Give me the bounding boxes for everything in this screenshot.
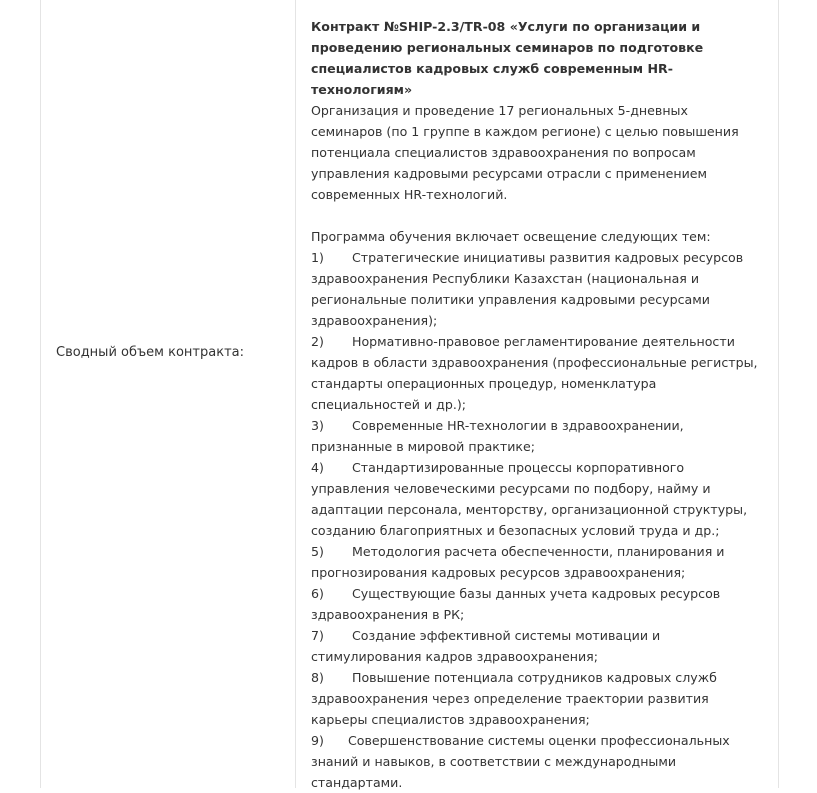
label-cell [41, 0, 296, 788]
topic-text: Современные HR-технологии в здравоохранении, признанные в мировой практике; [311, 418, 684, 454]
contract-summary: Организация и проведение 17 региональных 5-дневных семинаров (по 1 группе в каждом регионе) с целью повышения потенциала специалистов здравоохранения по вопросам управления кадровыми ресурсами отрасли с применением современных HR-технологий. [311, 103, 739, 202]
topic-number: 7) [311, 628, 324, 643]
topic-number: 4) [311, 460, 324, 475]
topic-number: 3) [311, 418, 324, 433]
topic-item [311, 247, 763, 331]
topic-item [311, 667, 763, 730]
topic-item [311, 331, 763, 415]
topic-number: 8) [311, 670, 324, 685]
topic-number: 2) [311, 334, 324, 349]
contract-volume-label: Сводный объем контракта: [56, 345, 244, 360]
topic-text: Совершенствование системы оценки профессиональных знаний и навыков, в соответствии с международными стандартами. [311, 733, 730, 790]
topic-number: 1) [311, 250, 324, 265]
topic-text: Нормативно-правовое регламентирование деятельности кадров в области здравоохранения (профессиональные регистры, стандарты операционных процедур, номенклатура специальностей и др.); [311, 334, 758, 412]
topic-text: Стандартизированные процессы корпоративного управления человеческими ресурсами по подбору, найму и адаптации персонала, менторству, организационной структуры, созданию благоприятных и безопасных условий труда и др.; [311, 460, 748, 538]
topics-intro: Программа обучения включает освещение следующих тем: [311, 229, 711, 244]
topic-item [311, 541, 763, 583]
contract-title: Контракт №SHIP-2.3/TR-08 «Услуги по организации и проведению региональных семинаров по подготовке специалистов кадровых служб современным HR-технологиям» [311, 19, 704, 97]
topic-text: Методология расчета обеспеченности, планирования и прогнозирования кадровых ресурсов здравоохранения; [311, 544, 725, 580]
topic-text: Стратегические инициативы развития кадровых ресурсов здравоохранения Республики Казахстан (национальная и региональные политики управления кадровыми ресурсами здравоохранения); [311, 250, 744, 328]
contract-details-table [40, 0, 779, 788]
topic-text: Повышение потенциала сотрудников кадровых служб здравоохранения через определение траектории развития карьеры специалистов здравоохранения; [311, 670, 717, 727]
topic-text: Создание эффективной системы мотивации и стимулирования кадров здравоохранения; [311, 628, 661, 664]
topic-item [311, 415, 763, 457]
contract-description [311, 16, 763, 793]
topic-text: Существующие базы данных учета кадровых ресурсов здравоохранения в РК; [311, 586, 721, 622]
topic-item [311, 583, 763, 625]
topic-item [311, 625, 763, 667]
topic-number: 9) [311, 733, 324, 748]
topic-number: 6) [311, 586, 324, 601]
paragraph-spacer [311, 205, 763, 226]
topic-item [311, 730, 763, 793]
value-cell [296, 0, 778, 788]
topic-number: 5) [311, 544, 324, 559]
topic-item [311, 457, 763, 541]
